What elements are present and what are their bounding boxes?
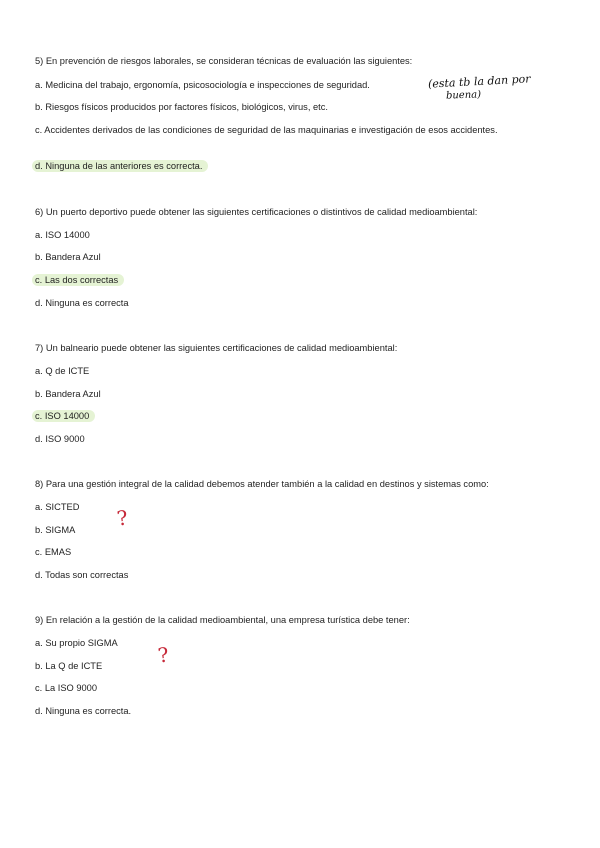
question-5-option-c: c. Accidentes derivados de las condiciones de seguridad de las maquinarias e investigación de esos accidentes. <box>35 125 498 135</box>
question-8-option-b: b. SIGMA <box>35 525 76 535</box>
handwritten-note-continued: buena) <box>445 89 482 102</box>
question-7-option-a: a. Q de ICTE <box>35 366 90 376</box>
question-8-option-c: c. EMAS <box>35 547 72 557</box>
question-mark-annotation: ? <box>156 642 171 668</box>
question-5-option-d <box>35 160 208 173</box>
question-8-text: 8) Para una gestión integral de la calidad debemos atender también a la calidad en destinos y sistemas como: <box>35 479 489 489</box>
question-9-option-d: d. Ninguna es correcta. <box>35 706 132 716</box>
question-7-option-d: d. ISO 9000 <box>35 434 85 444</box>
question-8-option-a: a. SICTED <box>35 502 80 512</box>
question-6-option-d: d. Ninguna es correcta <box>35 298 129 308</box>
question-7-text: 7) Un balneario puede obtener las siguientes certificaciones de calidad medioambiental: <box>35 343 398 353</box>
question-9-text: 9) En relación a la gestión de la calidad medioambiental, una empresa turística debe tener: <box>35 615 410 625</box>
highlighted-answer: c. Las dos correctas <box>32 274 124 286</box>
question-9-option-b: b. La Q de ICTE <box>35 661 103 671</box>
question-8-option-d: d. Todas son correctas <box>35 570 129 580</box>
highlighted-answer: c. ISO 14000 <box>32 410 95 422</box>
question-5-text: 5) En prevención de riesgos laborales, se consideran técnicas de evaluación las siguientes: <box>35 56 413 66</box>
question-6-option-c <box>35 274 124 287</box>
handwritten-note: (esta tb la dan por <box>427 72 531 91</box>
question-7-option-b: b. Bandera Azul <box>35 389 101 399</box>
question-9-option-c: c. La ISO 9000 <box>35 683 98 693</box>
question-6-option-b: b. Bandera Azul <box>35 252 101 262</box>
question-5-option-a: a. Medicina del trabajo, ergonomía, psicosociología e inspecciones de seguridad. <box>35 80 370 90</box>
highlighted-answer: d. Ninguna de las anteriores es correcta. <box>32 160 208 172</box>
question-5-option-b: b. Riesgos físicos producidos por factores físicos, biológicos, virus, etc. <box>35 102 328 112</box>
question-mark-annotation: ? <box>115 505 130 531</box>
question-6-text: 6) Un puerto deportivo puede obtener las siguientes certificaciones o distintivos de calidad medioambiental: <box>35 207 478 217</box>
question-6-option-a: a. ISO 14000 <box>35 230 90 240</box>
question-9-option-a: a. Su propio SIGMA <box>35 638 118 648</box>
question-7-option-c <box>35 410 95 423</box>
